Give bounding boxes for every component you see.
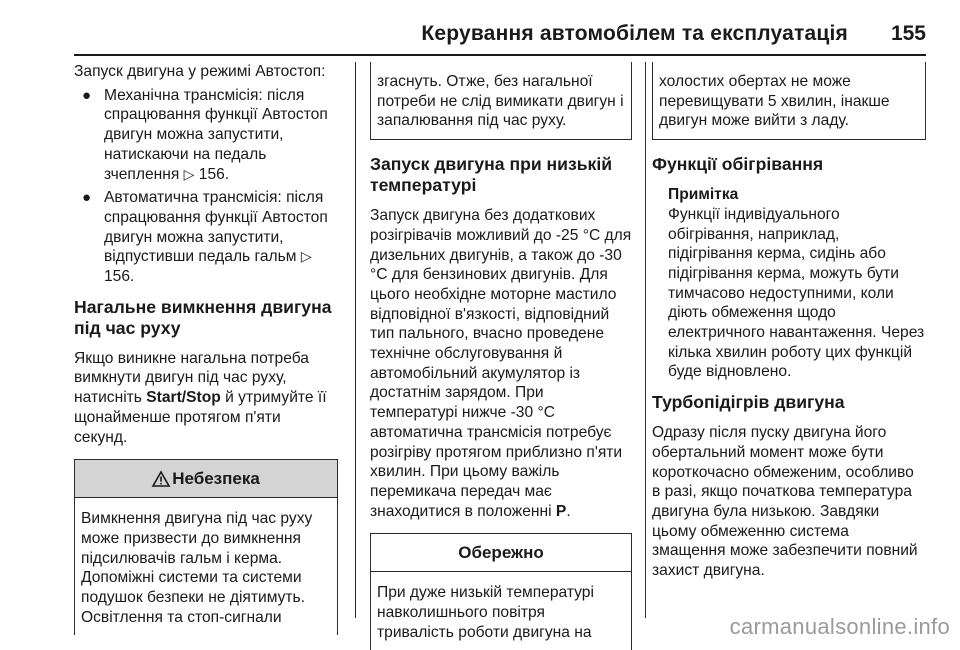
page-ref[interactable]: 156. bbox=[104, 268, 135, 286]
page-ref-icon: ▷ bbox=[300, 248, 312, 265]
note-title: Примітка bbox=[668, 186, 739, 204]
paragraph-text: . bbox=[566, 502, 571, 520]
section-heading-turbo-heating: Турбопідігрів двигуна bbox=[652, 392, 845, 413]
start-stop-label: Start/Stop bbox=[146, 389, 221, 407]
paragraph-text: й утримуйте її щонайменше протягом п'яти секунд. bbox=[74, 389, 327, 446]
bullet-text: Автоматична трансмісія: після спрацювання функції Автостоп двигун можна запустити, відпустивши педаль гальм bbox=[104, 189, 328, 266]
caution-box bbox=[370, 533, 632, 650]
column-left bbox=[74, 62, 338, 626]
section-heading-heating: Функції обігрівання bbox=[652, 154, 824, 175]
bullet-text: Механічна трансмісія: після спрацювання функції Автостоп двигун можна запустити, натискаючи на педаль зчеплення bbox=[104, 86, 328, 183]
danger-box bbox=[74, 459, 338, 635]
page-header bbox=[0, 0, 960, 58]
danger-text: Вимкнення двигуна під час руху може призвести до вимкнення підсилювачів гальм і керма. Допоміжні системи та системи подушок безпеки не діятимуть. Освітлення та стоп-сигнали bbox=[81, 510, 313, 626]
header-rule bbox=[74, 54, 926, 56]
caution-box-body bbox=[653, 62, 925, 139]
paragraph-text: Якщо виникне нагальна потреба вимкнути двигун під час руху, натисніть bbox=[74, 349, 309, 407]
bullet-icon: ● bbox=[82, 189, 92, 207]
danger-box-body bbox=[75, 498, 337, 635]
paragraph-text: Запуск двигуна без додаткових розігрівачів можливий до -25 °C для дизельних двигунів, а також до -30 °C для бензинових двигунів. Для цього необхідне моторне мастило відповідної в'язкості, відповідний тип пального, вчасно проведене технічне обслуговування й автомобільний акумулятор із достатнім зарядом. При температурі нижче -30 °C автоматична трансмісія потребує розігріву протягом приблизно п'яти хвилин. При цьому важіль перемикача передач має знаходитися в положенні bbox=[370, 207, 632, 520]
danger-box-body bbox=[371, 62, 631, 139]
page-number: 155 bbox=[890, 22, 926, 45]
column-right bbox=[652, 62, 926, 618]
column-middle bbox=[370, 62, 632, 641]
emergency-stop-paragraph bbox=[74, 349, 338, 448]
cold-start-paragraph bbox=[370, 206, 632, 521]
caution-box-title: Обережно bbox=[458, 542, 544, 562]
caution-box-continued bbox=[652, 62, 926, 140]
page-ref[interactable]: 156. bbox=[198, 165, 230, 183]
danger-box-header bbox=[75, 460, 337, 498]
caution-box-body bbox=[371, 572, 631, 650]
caution-text-continued: холостих обертах не може перевищувати 5 хвилин, інакше двигун може вийти з ладу. bbox=[659, 73, 890, 130]
column-divider bbox=[645, 62, 646, 618]
list-item bbox=[74, 86, 338, 185]
section-heading-cold-start: Запуск двигуна при низькій температурі bbox=[370, 154, 613, 196]
gear-p-label: P bbox=[555, 502, 567, 520]
list-item bbox=[74, 188, 338, 287]
watermark: carmanualsonline.info bbox=[729, 614, 950, 639]
danger-box-continued bbox=[370, 62, 632, 140]
turbo-heating-paragraph: Одразу після пуску двигуна його обертальний момент може бути короткочасно обмеженим, особливо в разі, якщо початкова температура двигуна була низькою. Завдяки цьому обмеженню система змащення може забезпечити повний захист двигуна. bbox=[652, 424, 918, 580]
bullet-icon: ● bbox=[82, 86, 92, 104]
warning-triangle-icon bbox=[152, 471, 170, 487]
autostop-intro: Запуск двигуна у режимі Автостоп: bbox=[74, 63, 326, 80]
page-ref-icon: ▷ bbox=[183, 165, 195, 182]
page-title: Керування автомобілем та експлуатація bbox=[421, 22, 848, 45]
column-divider bbox=[355, 62, 356, 618]
caution-text: При дуже низькій температурі навколишнього повітря тривалість роботи двигуна на bbox=[377, 584, 594, 641]
danger-text-continued: згаснуть. Отже, без нагальної потреби не слід вимикати двигун і запалювання під час руху. bbox=[377, 73, 624, 130]
note-block bbox=[652, 185, 926, 382]
caution-box-header bbox=[371, 534, 631, 572]
note-text: Функції індивідуального обігрівання, наприклад, підігрівання керма, сидінь або підігрівання керма, можуть бути тимчасово недоступними, коли діють обмеження щодо електричного навантаження. Через кілька хвилин роботу цих функцій буде відновлено. bbox=[668, 205, 925, 381]
section-heading-emergency-stop: Нагальне вимкнення двигуна під час руху bbox=[74, 296, 332, 338]
danger-box-title: Небезпека bbox=[172, 468, 260, 488]
